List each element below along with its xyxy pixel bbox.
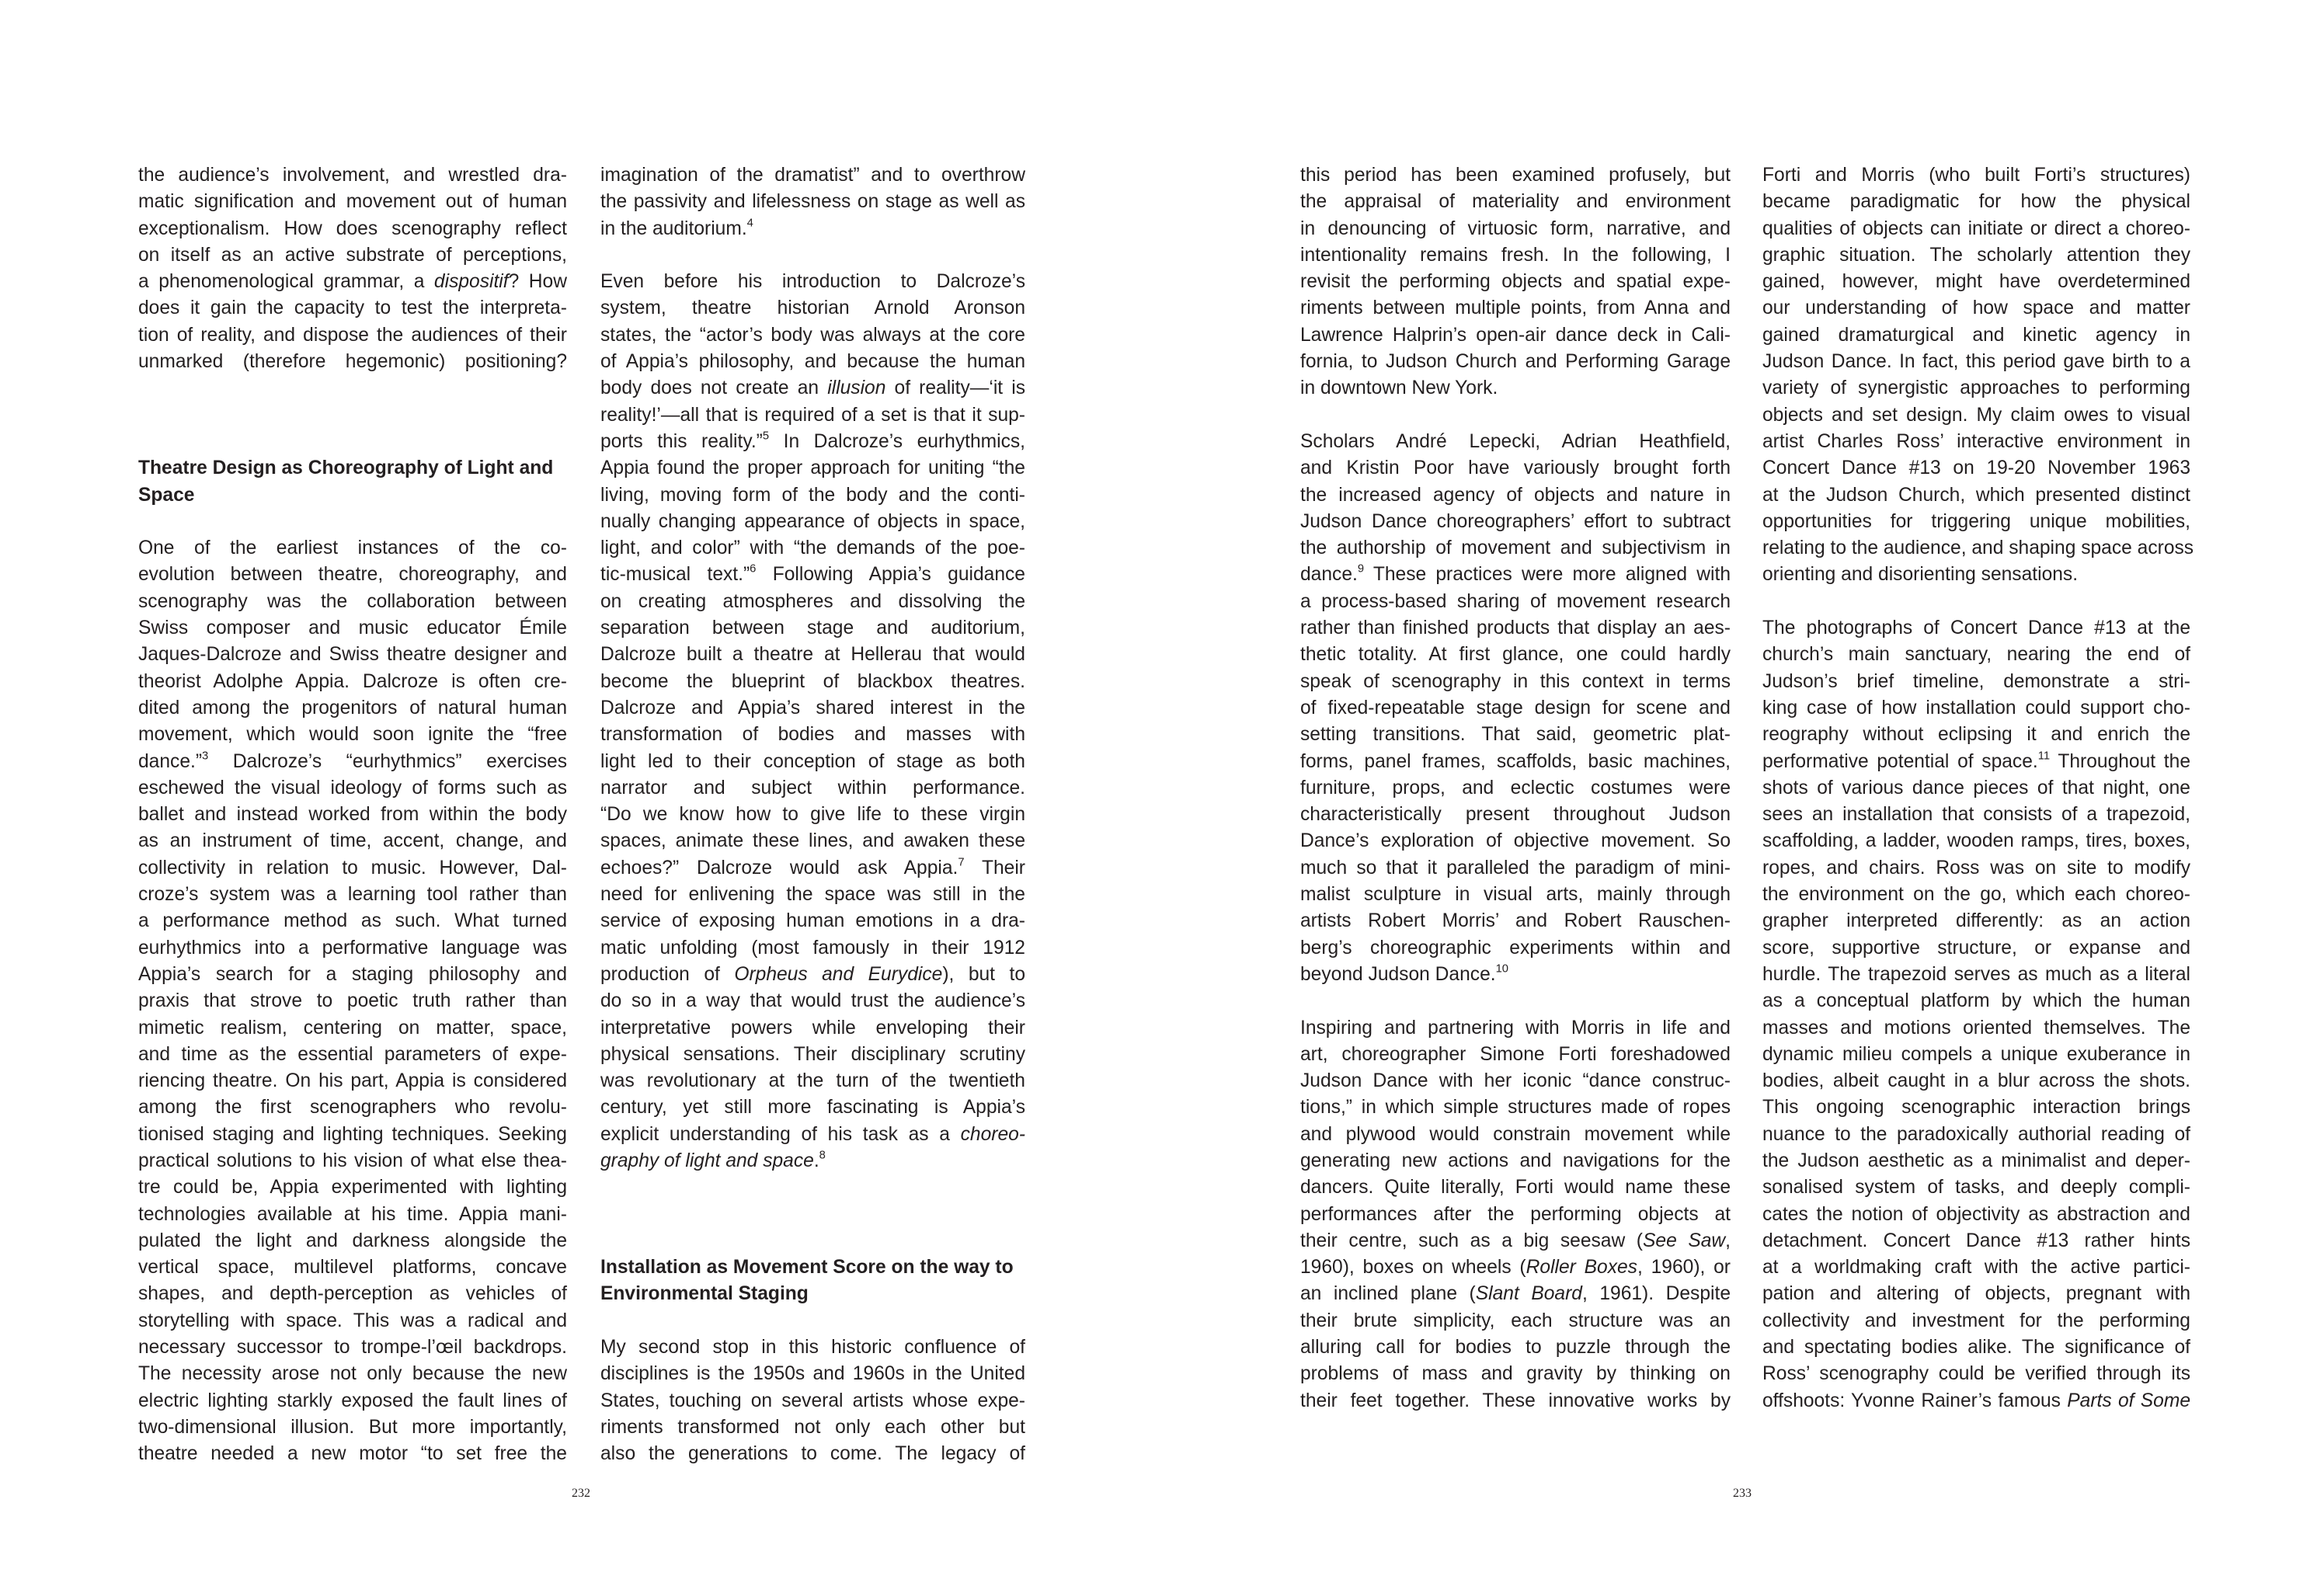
text-line: score, supportive structure, or expanse and — [1762, 937, 2190, 959]
text-line: shots of various dance pieces of that night, one — [1762, 777, 2190, 798]
text-line: opportunities for triggering unique mobilities, — [1762, 510, 2190, 532]
text-line: art, choreographer Simone Forti foreshadowed — [1300, 1043, 1731, 1065]
text-line: masses and motions oriented themselves. The — [1762, 1017, 2190, 1039]
text-line: among the first scenographers who revolu- — [138, 1097, 567, 1119]
text-line: dited among the progenitors of natural human — [138, 697, 567, 718]
text-line: need for enlivening the space was still in the — [600, 884, 1025, 906]
text-line: pulated the light and darkness alongside the — [138, 1230, 567, 1251]
text-line: revisit the performing objects and spatial expe- — [1300, 271, 1731, 293]
text-line: hurdle. The trapezoid serves as much as a literal — [1762, 963, 2190, 985]
text-line: in downtown New York. — [1300, 377, 1498, 399]
text-line: “Do we know how to give life to these virgin — [600, 804, 1025, 826]
text-line: service of exposing human emotions in a dra- — [600, 910, 1025, 932]
text-line: this period has been examined profusely, but — [1300, 165, 1731, 186]
text-line: century, yet still more fascinating is Appia’s — [600, 1097, 1025, 1119]
text-line: living, moving form of the body and the conti- — [600, 484, 1025, 506]
text-line: intentionality remains fresh. In the following, I — [1300, 244, 1731, 266]
text-line: interpretative powers while enveloping their — [600, 1017, 1025, 1039]
text-line: light led to their conception of stage as both — [600, 750, 1025, 772]
text-line: Dalcroze built a theatre at Hellerau that would — [600, 644, 1025, 666]
text-line: Judson Dance. In fact, this period gave birth to a — [1762, 351, 2190, 373]
text-line: on itself as an active substrate of perceptions, — [138, 244, 567, 266]
text-line: States, touching on several artists whose expe- — [600, 1390, 1025, 1411]
text-line: mimetic realism, centering on matter, space, — [138, 1017, 567, 1039]
text-line: Appia found the proper approach for uniting “the — [600, 458, 1025, 479]
text-line: at the Judson Church, which presented distinct — [1762, 484, 2190, 506]
text-line: problems of mass and gravity by thinking on — [1300, 1363, 1731, 1385]
text-line: shapes, and depth-perception as vehicles of — [138, 1283, 567, 1305]
text-line: tion of reality, and dispose the audiences of their — [138, 324, 567, 346]
text-line: graphic situation. The scholarly attention they — [1762, 244, 2190, 266]
text-line: Jaques-Dalcroze and Swiss theatre designer and — [138, 644, 567, 666]
text-line: become the blueprint of blackbox theatres. — [600, 670, 1025, 692]
text-line: tre could be, Appia experimented with lighting — [138, 1177, 567, 1199]
text-line: gained, however, might have overdetermined — [1762, 271, 2190, 293]
text-line: the audience’s involvement, and wrestled dra- — [138, 165, 567, 186]
text-line: necessary successor to trompe-l’œil backdrops. — [138, 1337, 567, 1359]
text-line: separation between stage and auditorium, — [600, 618, 1025, 639]
paragraph — [1762, 162, 2194, 589]
text-line: dance.”$^3$ Dalcroze’s “eurhythmics” exercises — [138, 750, 567, 772]
text-line: Dance’s exploration of objective movement. So — [1300, 830, 1731, 852]
text-line: our understanding of how space and matter — [1762, 297, 2190, 319]
text-line: two-dimensional illusion. But more importantly, — [138, 1416, 567, 1438]
text-line: at a worldmaking craft with the active partici- — [1762, 1257, 2190, 1279]
text-line: explicit understanding of his task as a choreo- — [600, 1123, 1025, 1145]
text-line: the passivity and lifelessness on stage as well as — [600, 191, 1025, 213]
text-line: Installation as Movement Score on the way to — [600, 1257, 1014, 1279]
text-line: the Judson aesthetic as a minimalist and deper- — [1762, 1150, 2190, 1171]
text-line: rather than finished products that display an aes- — [1300, 618, 1731, 639]
text-line: grapher interpreted differently: as an action — [1762, 910, 2190, 932]
text-line: dynamic milieu compels a unique exuberance in — [1762, 1043, 2190, 1065]
text-line: the authorship of movement and subjectivism in — [1300, 538, 1731, 559]
text-line: of Appia’s philosophy, and because the human — [600, 351, 1025, 373]
text-line: of fixed-repeatable stage design for scene and — [1300, 697, 1731, 718]
text-line: ballet and instead worked from within the body — [138, 804, 567, 826]
text-line: a phenomenological grammar, a dispositif? How — [138, 271, 568, 293]
paragraph — [138, 162, 567, 375]
text-line: qualities of objects can initiate or direct a choreo- — [1762, 217, 2190, 239]
text-line: in denouncing of virtuosic form, narrative, and — [1300, 217, 1731, 239]
text-line: tic-musical text.”$^6$ Following Appia’s guidance — [600, 563, 1025, 586]
text-line: Environmental Staging — [600, 1283, 809, 1305]
text-line: forms, panel frames, scaffolds, basic machines, — [1300, 750, 1731, 772]
text-line: do so in a way that would trust the audience’s — [600, 990, 1025, 1012]
paragraph — [1300, 429, 1731, 988]
text-line: alluring call for bodies to puzzle through the — [1300, 1337, 1731, 1359]
text-line: speak of scenography in this context in terms — [1300, 670, 1731, 692]
text-line: tionised staging and lighting techniques. Seeking — [138, 1123, 567, 1145]
text-line: performances after the performing objects at — [1300, 1203, 1731, 1225]
paragraph — [1300, 1015, 1731, 1414]
text-line: relating to the audience, and shaping space across — [1762, 538, 2194, 559]
text-line: nuance to the paradoxically authorial reading of — [1762, 1123, 2190, 1145]
text-line: reality!’—all that is required of a set is that it sup- — [600, 404, 1025, 426]
text-line: in the auditorium.$^4$ — [600, 217, 753, 239]
text-line: ports this reality.”$^5$ In Dalcroze’s eurhythmics, — [600, 430, 1026, 452]
text-line: tions,” in which simple structures made of ropes — [1300, 1097, 1731, 1119]
text-line: Space — [138, 484, 195, 506]
text-line: storytelling with space. This was a radical and — [138, 1310, 567, 1331]
text-line: their feet together. These innovative works by — [1300, 1390, 1731, 1411]
text-line: setting transitions. That said, geometric plat- — [1300, 724, 1731, 746]
paragraph — [600, 162, 1025, 242]
text-line: scaffolding, a ladder, wooden ramps, tires, boxes, — [1762, 830, 2190, 852]
text-line: sonalised system of tasks, and deeply compli- — [1762, 1177, 2190, 1199]
text-line: collectivity and investment for the performing — [1762, 1310, 2190, 1331]
text-line: reography without eclipsing it and enrich the — [1762, 724, 2190, 746]
text-line: production of Orpheus and Eurydice), but to — [600, 963, 1026, 985]
text-column-2 — [600, 162, 1025, 1468]
text-line: furniture, props, and eclectic costumes were — [1300, 777, 1731, 798]
text-line: Appia’s search for a staging philosophy and — [138, 963, 567, 985]
text-line: narrator and subject within performance. — [600, 777, 1025, 798]
text-line: on creating atmospheres and dissolving the — [600, 590, 1025, 612]
text-line: electric lighting starkly exposed the fault lines of — [138, 1390, 567, 1411]
text-column-1 — [138, 162, 567, 1468]
text-line: praxis that strove to poetic truth rather than — [138, 990, 567, 1012]
text-column-3 — [1300, 162, 1731, 1414]
text-line: dancers. Quite literally, Forti would name these — [1300, 1177, 1731, 1199]
text-line: as a conceptual platform by which the human — [1762, 990, 2190, 1012]
text-line: eschewed the visual ideology of forms such as — [138, 777, 567, 798]
paragraph — [1300, 162, 1731, 402]
text-line: movement, which would soon ignite the “free — [138, 724, 567, 746]
text-line: The necessity arose not only because the new — [138, 1363, 567, 1385]
text-line: artists Robert Morris’ and Robert Rauschen- — [1300, 910, 1731, 932]
text-line: Inspiring and partnering with Morris in life and — [1300, 1017, 1731, 1039]
text-line: beyond Judson Dance.$^{10}$ — [1300, 962, 1509, 985]
text-line: evolution between theatre, choreography, and — [138, 564, 567, 586]
text-line: king case of how installation could support cho- — [1762, 697, 2190, 718]
text-line: objects and set design. My claim owes to visual — [1762, 404, 2190, 426]
text-line: as an instrument of time, accent, change, and — [138, 830, 567, 852]
text-line: a process-based sharing of movement research — [1300, 590, 1731, 612]
text-line: offshoots: Yvonne Rainer’s famous Parts of Some — [1762, 1390, 2190, 1411]
text-line: an inclined plane (Slant Board, 1961). Despite — [1300, 1283, 1731, 1305]
text-line: berg’s choreographic experiments within and — [1300, 937, 1731, 959]
text-line: My second stop in this historic confluence of — [600, 1337, 1025, 1359]
text-line: does it gain the capacity to test the interpreta- — [138, 297, 567, 319]
text-line: matic signification and movement out of human — [138, 191, 567, 213]
text-line: characteristically present throughout Judson — [1300, 804, 1731, 826]
text-line: became paradigmatic for how the physical — [1762, 191, 2190, 213]
text-line: the increased agency of objects and nature in — [1300, 484, 1731, 506]
text-line: also the generations to come. The legacy of — [600, 1443, 1025, 1465]
text-line: The photographs of Concert Dance #13 at the — [1762, 618, 2190, 639]
section-heading — [138, 455, 567, 509]
text-line: detachment. Concert Dance #13 rather hints — [1762, 1230, 2190, 1251]
text-line: sees an installation that consists of a trapezoid, — [1762, 804, 2190, 826]
text-line: vertical space, multilevel platforms, concave — [138, 1257, 567, 1279]
text-line: and plywood would constrain movement while — [1300, 1123, 1731, 1145]
text-line: a performance method as such. What turned — [138, 910, 567, 932]
text-line: Concert Dance #13 on 19-20 November 1963 — [1762, 458, 2190, 479]
text-line: disciplines is the 1950s and 1960s in the United — [600, 1363, 1025, 1385]
text-line: riencing theatre. On his part, Appia is considered — [138, 1070, 567, 1092]
text-line: Swiss composer and music educator Émile — [138, 618, 567, 639]
text-line: the appraisal of materiality and environment — [1300, 191, 1731, 213]
paragraph — [600, 269, 1025, 1174]
text-line: and time as the essential parameters of expe- — [138, 1043, 567, 1065]
text-line: artist Charles Ross’ interactive environment in — [1762, 430, 2190, 452]
text-line: cates the notion of objectivity as abstraction and — [1762, 1203, 2190, 1225]
text-line: Judson Dance with her iconic “dance construc- — [1300, 1070, 1731, 1092]
text-line: riments transformed not only each other but — [600, 1416, 1025, 1438]
text-line: riments between multiple points, from Anna and — [1300, 297, 1731, 319]
text-line: performative potential of space.$^{11}$ Throughout the — [1762, 750, 2191, 772]
text-line: echoes?” Dalcroze would ask Appia.$^7$ Their — [600, 856, 1025, 879]
text-line: fornia, to Judson Church and Performing Garage — [1300, 351, 1731, 373]
text-line: dance.$^9$ These practices were more aligned with — [1300, 563, 1731, 586]
paragraph — [138, 535, 567, 1467]
text-line: the environment on the go, which each choreo- — [1762, 884, 2190, 906]
text-line: orienting and disorienting sensations. — [1762, 564, 2079, 586]
text-line: croze’s system was a learning tool rather than — [138, 884, 567, 906]
text-line: body does not create an illusion of reality—‘it is — [600, 377, 1025, 399]
text-line: technologies available at his time. Appia mani- — [138, 1203, 567, 1225]
text-line: church’s main sanctuary, nearing the end of — [1762, 644, 2190, 666]
text-line: Scholars André Lepecki, Adrian Heathfield, — [1300, 430, 1731, 452]
text-line: eurhythmics into a performative language was — [138, 937, 567, 959]
text-line: scenography was the collaboration between — [138, 590, 567, 612]
text-line: Ross’ scenography could be verified through its — [1762, 1363, 2190, 1385]
text-line: their brute simplicity, each structure was an — [1300, 1310, 1731, 1331]
text-line: system, theatre historian Arnold Aronson — [600, 297, 1025, 319]
text-line: Theatre Design as Choreography of Light and — [138, 458, 554, 479]
paragraph — [600, 1334, 1025, 1467]
text-line: Even before his introduction to Dalcroze’s — [600, 271, 1025, 293]
page-number: 233 — [1733, 1487, 1752, 1500]
text-line: gained dramaturgical and kinetic agency in — [1762, 324, 2190, 346]
text-line: nually changing appearance of objects in space, — [600, 510, 1025, 532]
text-line: bodies, albeit caught in a blur across the shots. — [1762, 1070, 2190, 1092]
text-line: Judson Dance choreographers’ effort to subtract — [1300, 510, 1731, 532]
text-column-4 — [1762, 162, 2194, 1414]
text-line: and spectating bodies alike. The significance of — [1762, 1337, 2190, 1359]
text-line: practical solutions to his vision of what else thea- — [138, 1150, 567, 1171]
text-line: spaces, animate these lines, and awaken these — [600, 830, 1025, 852]
text-line: Dalcroze and Appia’s shared interest in the — [600, 697, 1025, 718]
text-line: their centre, such as a big seesaw (See Saw, — [1300, 1230, 1731, 1251]
text-line: pation and altering of objects, pregnant with — [1762, 1283, 2190, 1305]
text-line: ropes, and chairs. Ross was on site to modify — [1762, 857, 2190, 879]
text-line: 1960), boxes on wheels (Roller Boxes, 1960), or — [1300, 1257, 1731, 1279]
text-line: graphy of light and space.$^8$ — [600, 1149, 826, 1171]
section-heading — [600, 1254, 1025, 1308]
right-page — [1162, 0, 2324, 1590]
text-line: transformation of bodies and masses with — [600, 724, 1025, 746]
text-line: physical sensations. Their disciplinary scrutiny — [600, 1043, 1025, 1065]
text-line: exceptionalism. How does scenography reflect — [138, 217, 567, 239]
paragraph — [1762, 615, 2190, 1414]
page-number: 232 — [572, 1487, 590, 1500]
text-line: One of the earliest instances of the co- — [138, 538, 567, 559]
text-line: theatre needed a new motor “to set free the — [138, 1443, 567, 1465]
text-line: collectivity in relation to music. However, Dal- — [138, 857, 567, 879]
text-line: malist sculpture in visual arts, mainly through — [1300, 884, 1731, 906]
text-line: This ongoing scenographic interaction brings — [1762, 1097, 2190, 1119]
text-line: Lawrence Halprin’s open-air dance deck in Cali- — [1300, 324, 1731, 346]
text-line: matic unfolding (most famously in their 1912 — [600, 937, 1025, 959]
text-line: unmarked (therefore hegemonic) positioning? — [138, 351, 567, 373]
text-line: Forti and Morris (who built Forti’s structures) — [1762, 165, 2190, 186]
text-line: Judson’s brief timeline, demonstrate a stri- — [1762, 670, 2190, 692]
text-line: and Kristin Poor have variously brought forth — [1300, 458, 1731, 479]
text-line: was revolutionary at the turn of the twentieth — [600, 1070, 1025, 1092]
text-line: much so that it paralleled the paradigm of mini- — [1300, 857, 1731, 879]
text-line: light, and color” with “the demands of the poe- — [600, 538, 1025, 559]
text-line: states, the “actor’s body was always at the core — [600, 324, 1025, 346]
text-line: thetic totality. At first glance, one could hardly — [1300, 644, 1731, 666]
text-line: imagination of the dramatist” and to overthrow — [600, 165, 1025, 186]
text-line: theorist Adolphe Appia. Dalcroze is often cre- — [138, 670, 567, 692]
text-line: variety of synergistic approaches to performing — [1762, 377, 2190, 399]
text-line: generating new actions and navigations for the — [1300, 1150, 1731, 1171]
